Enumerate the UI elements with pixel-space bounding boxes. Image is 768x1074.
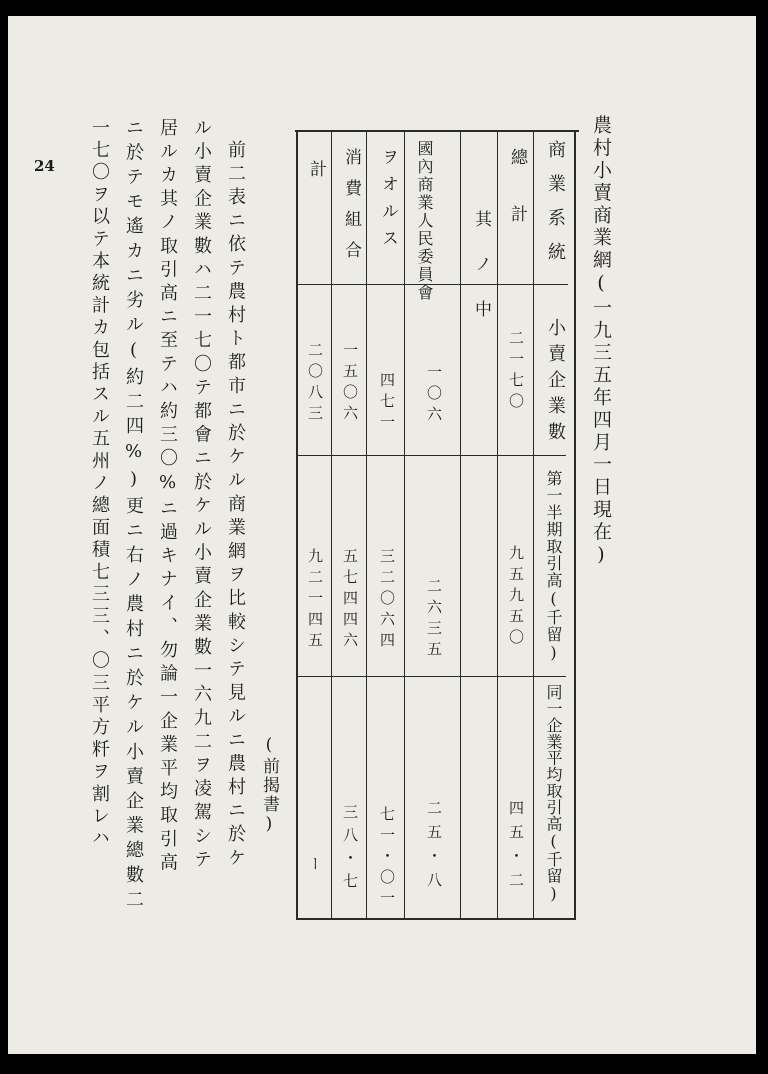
cell-first-half-sales: 二六三五 — [425, 578, 443, 662]
cell-retail-count: 二〇八三 — [306, 342, 324, 426]
cell-first-half-sales: 五七四四六 — [341, 548, 359, 653]
header-system: 商業系統 — [545, 140, 566, 276]
header-first-half-sales: 第一半期取引高(千留) — [544, 470, 563, 663]
body-line: ル小賣企業數ハ二一七〇テ都會ニ於ケル小賣企業數一六九二ヲ凌駕シテ — [191, 118, 212, 874]
cell-retail-count: 一五〇六 — [341, 342, 359, 426]
cell-first-half-sales: 九五九五〇 — [507, 545, 525, 650]
cell-avg-sales: ー — [306, 856, 324, 871]
cell-retail-count: 四七一 — [378, 372, 396, 435]
body-line: 居ルカ其ノ取引高ニ至テハ約三〇%ニ過キナイ、勿論一企業平均取引高 — [157, 118, 178, 877]
row-label — [412, 140, 436, 302]
body-line: 前二表ニ依テ農村ト都市ニ於ケル商業網ヲ比較シテ見ルニ農村ニ於ケ — [225, 140, 246, 872]
row-label: ヲオルス — [378, 148, 398, 256]
cell-avg-sales: 四五・二 — [507, 800, 525, 896]
page-number: 24 — [34, 157, 55, 175]
cell-first-half-sales: 三二〇六四 — [378, 548, 396, 653]
cell-avg-sales: 七一・〇一 — [378, 806, 396, 911]
cell-retail-count: 一〇六 — [425, 364, 443, 427]
row-label: 消費組合 — [341, 148, 361, 272]
table-title: 農村小賣商業網(一九三五年四月一日現在) — [590, 115, 612, 569]
row-label: 計 — [306, 160, 326, 177]
source-note: (前揭書) — [259, 735, 279, 836]
cell-retail-count: 二一七〇 — [507, 330, 525, 414]
cell-avg-sales: 三八・七 — [341, 804, 359, 896]
body-line: ニ於テモ遙カニ劣ル(約二四%)更ニ右ノ農村ニ於ケル小賣企業總數二 — [123, 118, 144, 915]
row-label-text: 國內商業人民委員會 — [415, 140, 434, 302]
cell-avg-sales: 二五・八 — [425, 800, 443, 896]
header-avg-sales: 同一企業平均取引高(千留) — [544, 684, 563, 904]
section-label: 其ノ中 — [471, 210, 491, 345]
cell-first-half-sales: 九二一四五 — [306, 548, 324, 653]
body-line: 一七〇ヲ以テ本統計カ包括スル五州ノ總面積七三三、〇三平方粁ヲ割レハ — [89, 118, 110, 851]
row-label: 總計 — [507, 148, 527, 262]
header-retail-count: 小賣企業數 — [545, 318, 566, 448]
